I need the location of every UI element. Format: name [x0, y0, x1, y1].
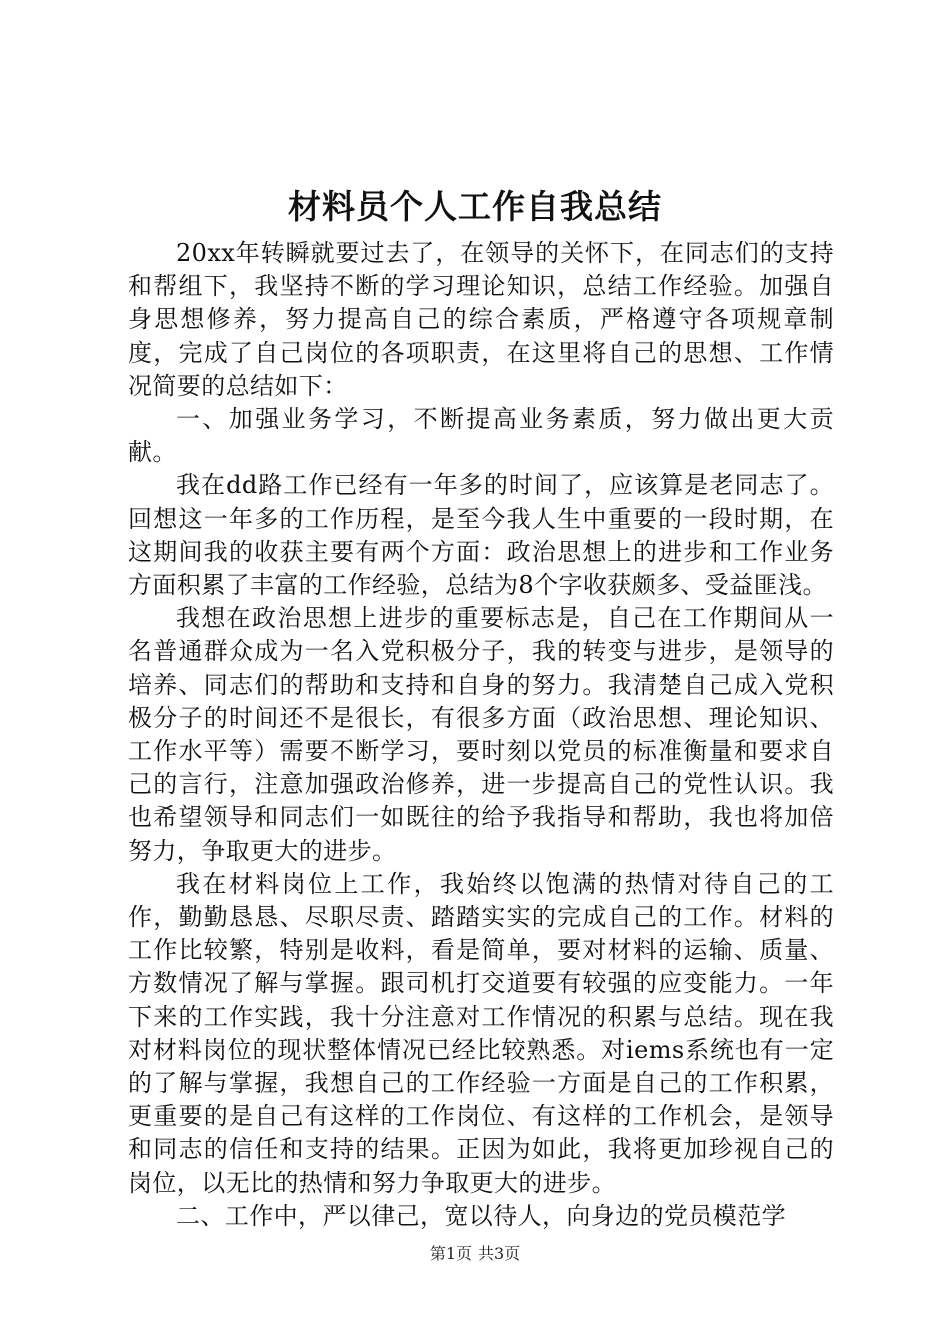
- page-total: 共3页: [478, 1244, 521, 1263]
- paragraph-materials-post: 我在材料岗位上工作，我始终以饱满的热情对待自己的工作，勤勤恳恳、尽职尽责、踏踏实实的完成自己的工作。材料的工作比较繁，特别是收料，看是简单，要对材料的运输、质量、方数情况了解与掌握。跟司机打交道要有较强的应变能力。一年下来的工作实践，我十分注意对工作情况的积累与总结。现在我对材料岗位的现状整体情况已经比较熟悉。对iems系统也有一定的了解与掌握，我想自己的工作经验一方面是自己的工作积累，更重要的是自己有这样的工作岗位、有这样的工作机会，是领导和同志的信任和支持的结果。正因为如此，我将更加珍视自己的岗位，以无比的热情和努力争取更大的进步。: [128, 869, 834, 1197]
- page-footer: [0, 1242, 950, 1266]
- section-heading-2: 二、工作中，严以律己，宽以待人，向身边的党员模范学: [176, 1201, 786, 1230]
- paragraph-work-history: 我在dd路工作已经有一年多的时间了，应该算是老同志了。回想这一年多的工作历程，是至今我人生中重要的一段时期，在这期间我的收获主要有两个方面：政治思想上的进步和工作业务方面积累了丰富的工作经验，总结为8个字收获颇多、受益匪浅。: [128, 471, 834, 600]
- section-heading-1: 一、加强业务学习，不断提高业务素质，努力做出更大贡献。: [128, 405, 834, 467]
- document-body: [128, 237, 834, 1233]
- paragraph-intro: 20xx年转瞬就要过去了，在领导的关怀下，在同志们的支持和帮组下，我坚持不断的学习理论知识，总结工作经验。加强自身思想修养，努力提高自己的综合素质，严格遵守各项规章制度，完成了自己岗位的各项职责，在这里将自己的思想、工作情况简要的总结如下：: [128, 239, 834, 400]
- document-title: 材料员个人工作自我总结: [288, 187, 662, 226]
- paragraph-political-progress: 我想在政治思想上进步的重要标志是，自己在工作期间从一名普通群众成为一名入党积极分子，我的转变与进步，是领导的培养、同志们的帮助和支持和自身的努力。我清楚自己成入党积极分子的时间还不是很长，有很多方面（政治思想、理论知识、工作水平等）需要不断学习，要时刻以党员的标准衡量和要求自己的言行，注意加强政治修养，进一步提高自己的党性认识。我也希望领导和同志们一如既往的给予我指导和帮助，我也将加倍努力，争取更大的进步。: [128, 604, 834, 865]
- page-number: 第1页: [429, 1244, 472, 1263]
